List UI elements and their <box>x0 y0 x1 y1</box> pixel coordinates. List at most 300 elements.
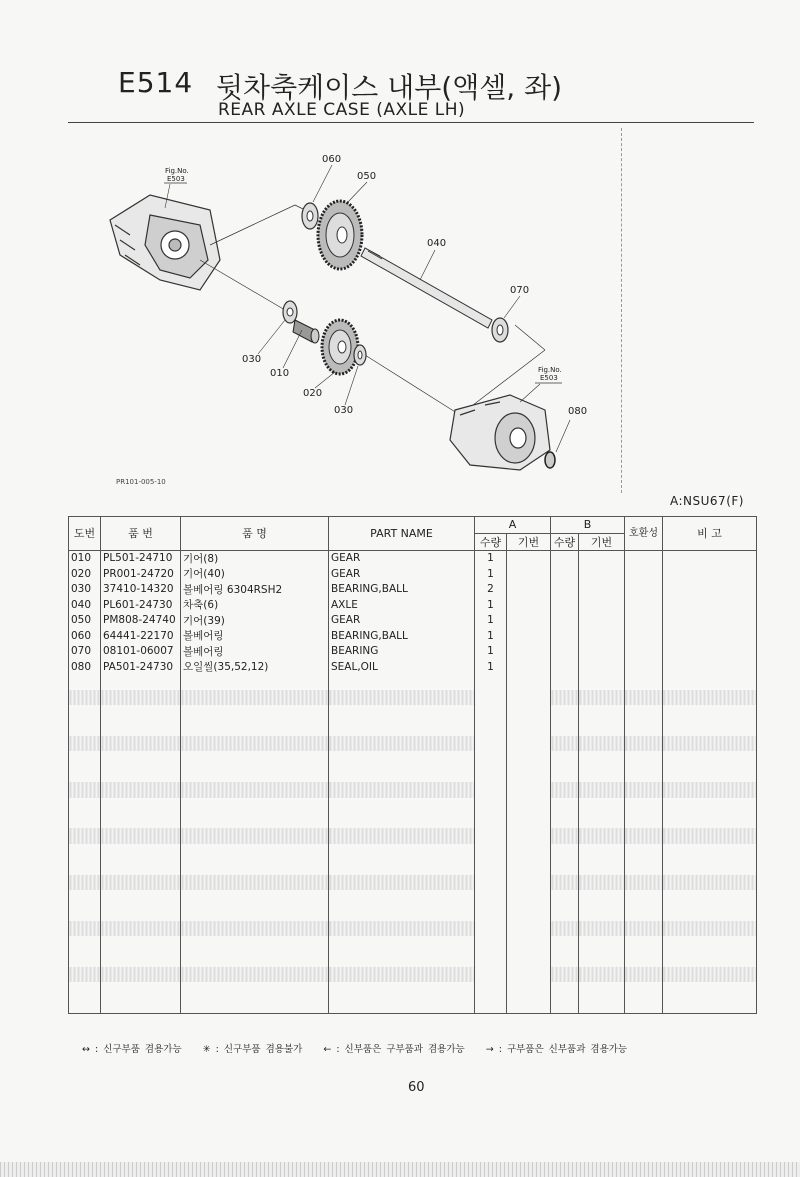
table-cell-empty <box>329 705 475 720</box>
table-cell-empty <box>69 905 101 920</box>
table-cell-base-a <box>507 613 551 629</box>
table-cell-empty <box>579 782 625 797</box>
table-cell-qty-a: 1 <box>475 550 507 566</box>
table-cell-qty-b <box>551 566 579 582</box>
table-cell-empty <box>69 952 101 967</box>
table-row-empty <box>69 767 757 782</box>
table-cell-name-ko: 볼베어링 <box>181 628 329 644</box>
table-cell-empty <box>329 675 475 690</box>
table-cell-empty <box>329 859 475 874</box>
table-cell-empty <box>663 967 757 982</box>
table-cell-empty <box>101 859 181 874</box>
table-cell-empty <box>507 875 551 890</box>
table-cell-part-name: BEARING <box>329 644 475 660</box>
table-cell-empty <box>101 936 181 951</box>
table-cell-empty <box>101 751 181 766</box>
table-cell-empty <box>101 767 181 782</box>
table-cell-empty <box>475 921 507 936</box>
callout-leaders <box>258 165 520 405</box>
col-header-part-name: PART NAME <box>329 517 475 551</box>
page-number: 60 <box>408 1080 425 1095</box>
table-cell-remark <box>663 644 757 660</box>
table-cell-empty <box>579 736 625 751</box>
table-cell-empty <box>663 721 757 736</box>
table-cell-empty <box>625 798 663 813</box>
table-cell-compat <box>625 644 663 660</box>
table-cell-empty <box>625 690 663 705</box>
table-cell-base-b <box>579 644 625 660</box>
table-row <box>69 613 757 629</box>
table-cell-compat <box>625 597 663 613</box>
table-row-empty <box>69 982 757 997</box>
table-cell-empty <box>475 859 507 874</box>
table-cell-empty <box>181 982 329 997</box>
table-cell-empty <box>181 967 329 982</box>
table-cell-empty <box>625 675 663 690</box>
table-cell-qty-a: 1 <box>475 644 507 660</box>
table-cell-empty <box>507 767 551 782</box>
table-cell-empty <box>329 952 475 967</box>
table-cell-empty <box>475 705 507 720</box>
table-cell-empty <box>101 905 181 920</box>
table-cell-empty <box>507 675 551 690</box>
table-cell-empty <box>101 952 181 967</box>
callout-030-b: 030 <box>334 405 354 416</box>
table-header-row-1 <box>69 517 757 534</box>
table-cell-empty <box>475 828 507 843</box>
table-cell-empty <box>551 705 579 720</box>
table-cell-empty <box>69 721 101 736</box>
table-cell-no: 030 <box>69 582 101 598</box>
table-cell-compat <box>625 550 663 566</box>
table-cell-empty <box>625 936 663 951</box>
table-cell-empty <box>475 844 507 859</box>
table-row <box>69 659 757 675</box>
callout-050: 050 <box>357 171 377 182</box>
table-cell-empty <box>551 952 579 967</box>
table-cell-empty <box>663 675 757 690</box>
table-cell-empty <box>475 798 507 813</box>
table-cell-empty <box>101 890 181 905</box>
table-cell-empty <box>69 967 101 982</box>
col-header-group-b: B <box>551 517 625 534</box>
table-cell-empty <box>551 767 579 782</box>
table-cell-empty <box>579 705 625 720</box>
table-row-empty <box>69 813 757 828</box>
table-cell-empty <box>475 905 507 920</box>
table-cell-qty-a: 2 <box>475 582 507 598</box>
table-cell-empty <box>181 844 329 859</box>
table-cell-base-b <box>579 597 625 613</box>
table-cell-empty <box>69 859 101 874</box>
table-cell-empty <box>625 921 663 936</box>
table-cell-empty <box>507 859 551 874</box>
table-row-empty <box>69 798 757 813</box>
table-cell-empty <box>69 705 101 720</box>
table-cell-empty <box>551 798 579 813</box>
table-cell-empty <box>101 813 181 828</box>
table-cell-empty <box>69 813 101 828</box>
table-cell-empty <box>475 890 507 905</box>
table-cell-qty-a: 1 <box>475 613 507 629</box>
table-cell-empty <box>551 751 579 766</box>
table-row-empty <box>69 736 757 751</box>
table-cell-empty <box>507 690 551 705</box>
table-cell-empty <box>507 844 551 859</box>
col-header-remark: 비 고 <box>663 517 757 551</box>
table-row <box>69 566 757 582</box>
table-cell-no: 050 <box>69 613 101 629</box>
table-cell-empty <box>579 813 625 828</box>
table-cell-empty <box>329 767 475 782</box>
table-cell-empty <box>507 952 551 967</box>
table-cell-empty <box>69 782 101 797</box>
table-cell-empty <box>579 721 625 736</box>
table-cell-empty <box>507 967 551 982</box>
gear-050 <box>318 201 362 269</box>
table-row-empty <box>69 844 757 859</box>
table-cell-part-no: 08101-06007 <box>101 644 181 660</box>
table-cell-empty <box>329 782 475 797</box>
table-cell-empty <box>579 905 625 920</box>
table-cell-empty <box>551 890 579 905</box>
table-cell-remark <box>663 659 757 675</box>
model-applicability: A:NSU67(F) <box>670 494 744 508</box>
left-axle-case <box>110 195 220 290</box>
table-row-empty <box>69 721 757 736</box>
table-cell-empty <box>625 982 663 997</box>
table-cell-part-name: AXLE <box>329 597 475 613</box>
table-cell-empty <box>329 998 475 1014</box>
table-cell-part-no: PA501-24730 <box>101 659 181 675</box>
gear-020 <box>322 320 358 374</box>
table-cell-empty <box>625 890 663 905</box>
table-cell-empty <box>101 875 181 890</box>
legend-item-incompatible: ✳ : 신구부품 겸용불가 <box>202 1044 303 1055</box>
table-cell-empty <box>625 767 663 782</box>
table-cell-compat <box>625 659 663 675</box>
right-axle-case <box>450 395 550 470</box>
table-row-empty <box>69 705 757 720</box>
table-cell-base-b <box>579 613 625 629</box>
exploded-parts-diagram <box>90 140 610 490</box>
table-cell-empty <box>663 751 757 766</box>
table-cell-empty <box>507 998 551 1014</box>
legend-item-new-to-old: ← : 신부품은 구부품과 겸용가능 <box>323 1044 465 1055</box>
table-cell-empty <box>625 721 663 736</box>
table-cell-empty <box>101 921 181 936</box>
table-cell-empty <box>625 952 663 967</box>
col-header-qty-a: 수량 <box>475 533 507 550</box>
col-header-compat: 호환성 <box>625 517 663 551</box>
table-cell-empty <box>663 875 757 890</box>
table-cell-empty <box>507 921 551 936</box>
table-cell-empty <box>69 875 101 890</box>
table-cell-empty <box>625 967 663 982</box>
table-cell-qty-a: 1 <box>475 597 507 613</box>
table-cell-remark <box>663 628 757 644</box>
table-cell-empty <box>329 813 475 828</box>
table-cell-empty <box>551 921 579 936</box>
table-cell-part-no: 37410-14320 <box>101 582 181 598</box>
table-cell-part-no: PM808-24740 <box>101 613 181 629</box>
table-cell-qty-b <box>551 628 579 644</box>
table-cell-empty <box>507 721 551 736</box>
table-cell-base-b <box>579 550 625 566</box>
col-header-base-a: 기번 <box>507 533 551 550</box>
table-cell-empty <box>69 736 101 751</box>
table-cell-empty <box>329 921 475 936</box>
table-cell-empty <box>579 844 625 859</box>
col-header-group-a: A <box>475 517 551 534</box>
page-code: E514 <box>118 66 194 99</box>
table-cell-empty <box>69 982 101 997</box>
table-cell-empty <box>663 767 757 782</box>
table-cell-compat <box>625 566 663 582</box>
table-cell-empty <box>625 844 663 859</box>
table-cell-empty <box>663 859 757 874</box>
table-cell-empty <box>579 875 625 890</box>
table-cell-empty <box>329 844 475 859</box>
table-cell-empty <box>625 813 663 828</box>
table-row <box>69 597 757 613</box>
fig-ref-label-1b: E503 <box>167 175 185 183</box>
table-cell-empty <box>69 936 101 951</box>
table-cell-part-name: BEARING,BALL <box>329 628 475 644</box>
parts-table <box>68 516 757 1014</box>
table-cell-empty <box>579 982 625 997</box>
table-cell-empty <box>551 967 579 982</box>
table-cell-empty <box>475 690 507 705</box>
table-cell-name-ko: 기어(8) <box>181 550 329 566</box>
table-cell-base-b <box>579 566 625 582</box>
table-cell-name-ko: 기어(39) <box>181 613 329 629</box>
table-cell-empty <box>181 905 329 920</box>
table-row <box>69 628 757 644</box>
table-cell-empty <box>625 705 663 720</box>
table-cell-name-ko: 차축(6) <box>181 597 329 613</box>
table-cell-base-b <box>579 659 625 675</box>
table-cell-empty <box>625 998 663 1014</box>
table-cell-empty <box>551 782 579 797</box>
table-cell-base-b <box>579 628 625 644</box>
table-cell-empty <box>475 936 507 951</box>
table-cell-empty <box>329 690 475 705</box>
table-cell-empty <box>475 813 507 828</box>
table-cell-base-a <box>507 628 551 644</box>
legend-item-old-to-new: → : 구부품은 신부품과 겸용가능 <box>485 1044 628 1055</box>
table-cell-remark <box>663 613 757 629</box>
table-cell-empty <box>551 844 579 859</box>
table-cell-part-name: GEAR <box>329 550 475 566</box>
table-cell-part-name: GEAR <box>329 613 475 629</box>
axle-040 <box>361 248 492 328</box>
table-cell-empty <box>551 690 579 705</box>
table-row-empty <box>69 936 757 951</box>
table-cell-empty <box>507 905 551 920</box>
table-cell-qty-b <box>551 550 579 566</box>
table-cell-empty <box>69 998 101 1014</box>
table-cell-qty-b <box>551 659 579 675</box>
table-cell-empty <box>475 736 507 751</box>
table-cell-empty <box>101 982 181 997</box>
table-cell-empty <box>181 828 329 843</box>
table-cell-empty <box>181 690 329 705</box>
table-cell-remark <box>663 550 757 566</box>
table-cell-empty <box>475 675 507 690</box>
table-cell-empty <box>329 875 475 890</box>
table-cell-empty <box>625 828 663 843</box>
table-cell-empty <box>69 675 101 690</box>
col-header-qty-b: 수량 <box>551 533 579 550</box>
table-cell-empty <box>101 798 181 813</box>
table-cell-empty <box>475 982 507 997</box>
table-cell-empty <box>69 798 101 813</box>
table-cell-empty <box>181 998 329 1014</box>
table-cell-base-a <box>507 550 551 566</box>
callout-080: 080 <box>568 406 588 417</box>
col-header-no: 도번 <box>69 517 101 551</box>
table-row-empty <box>69 921 757 936</box>
table-cell-empty <box>663 705 757 720</box>
table-cell-empty <box>329 828 475 843</box>
table-cell-name-ko: 볼베어링 6304RSH2 <box>181 582 329 598</box>
table-cell-base-a <box>507 582 551 598</box>
table-cell-empty <box>329 736 475 751</box>
table-cell-empty <box>329 751 475 766</box>
table-cell-empty <box>663 936 757 951</box>
table-row-empty <box>69 675 757 690</box>
table-row-empty <box>69 859 757 874</box>
table-cell-empty <box>579 967 625 982</box>
table-cell-empty <box>101 675 181 690</box>
table-cell-name-ko: 볼베어링 <box>181 644 329 660</box>
table-cell-remark <box>663 597 757 613</box>
table-cell-empty <box>507 890 551 905</box>
table-cell-empty <box>663 952 757 967</box>
table-row-empty <box>69 998 757 1014</box>
table-cell-qty-a: 1 <box>475 628 507 644</box>
col-header-base-b: 기번 <box>579 533 625 550</box>
table-cell-empty <box>663 690 757 705</box>
table-cell-empty <box>181 751 329 766</box>
table-cell-empty <box>663 828 757 843</box>
table-cell-empty <box>579 767 625 782</box>
table-cell-empty <box>101 705 181 720</box>
table-cell-remark <box>663 566 757 582</box>
table-cell-empty <box>507 982 551 997</box>
table-cell-empty <box>329 721 475 736</box>
table-cell-part-no: PR001-24720 <box>101 566 181 582</box>
table-cell-empty <box>663 782 757 797</box>
table-cell-empty <box>101 967 181 982</box>
table-row-empty <box>69 952 757 967</box>
table-cell-empty <box>475 875 507 890</box>
table-cell-part-name: BEARING,BALL <box>329 582 475 598</box>
table-cell-empty <box>551 675 579 690</box>
table-cell-empty <box>663 844 757 859</box>
table-cell-empty <box>663 998 757 1014</box>
table-cell-empty <box>625 736 663 751</box>
table-cell-empty <box>551 813 579 828</box>
header-rule <box>68 122 754 123</box>
fig-ref-label-2: Fig.No. <box>538 366 562 374</box>
table-cell-empty <box>579 921 625 936</box>
table-cell-empty <box>101 721 181 736</box>
table-cell-empty <box>551 736 579 751</box>
table-cell-empty <box>663 905 757 920</box>
table-cell-empty <box>329 798 475 813</box>
table-row-empty <box>69 905 757 920</box>
parts-table-body <box>69 550 757 1014</box>
table-cell-empty <box>507 782 551 797</box>
table-cell-empty <box>181 736 329 751</box>
table-row-empty <box>69 782 757 797</box>
callout-060: 060 <box>322 154 342 165</box>
scan-edge <box>0 1162 800 1177</box>
table-cell-base-b <box>579 582 625 598</box>
table-cell-empty <box>625 782 663 797</box>
table-cell-empty <box>579 751 625 766</box>
callout-010: 010 <box>270 368 290 379</box>
table-cell-empty <box>579 936 625 951</box>
table-row <box>69 582 757 598</box>
table-cell-empty <box>475 751 507 766</box>
table-cell-empty <box>181 767 329 782</box>
table-cell-empty <box>663 813 757 828</box>
table-cell-empty <box>551 859 579 874</box>
table-cell-empty <box>551 721 579 736</box>
table-cell-empty <box>507 813 551 828</box>
table-cell-empty <box>181 859 329 874</box>
table-cell-empty <box>663 921 757 936</box>
table-cell-empty <box>69 890 101 905</box>
table-cell-empty <box>69 690 101 705</box>
table-cell-empty <box>551 998 579 1014</box>
table-cell-empty <box>181 782 329 797</box>
table-cell-empty <box>579 952 625 967</box>
table-cell-empty <box>507 705 551 720</box>
table-cell-empty <box>181 875 329 890</box>
table-cell-qty-b <box>551 613 579 629</box>
callout-070: 070 <box>510 285 530 296</box>
table-cell-empty <box>507 798 551 813</box>
table-cell-empty <box>69 767 101 782</box>
col-header-name-ko: 품 명 <box>181 517 329 551</box>
table-cell-qty-a: 1 <box>475 659 507 675</box>
table-cell-empty <box>551 905 579 920</box>
table-row-empty <box>69 875 757 890</box>
table-cell-empty <box>625 751 663 766</box>
table-row-empty <box>69 828 757 843</box>
table-cell-empty <box>507 936 551 951</box>
fig-ref-label-2b: E503 <box>540 374 558 382</box>
col-header-part-no: 품 번 <box>101 517 181 551</box>
table-row-empty <box>69 690 757 705</box>
table-cell-empty <box>181 890 329 905</box>
fig-ref-label-1: Fig.No. <box>165 167 189 175</box>
table-cell-empty <box>181 936 329 951</box>
table-cell-empty <box>101 782 181 797</box>
table-cell-empty <box>181 813 329 828</box>
table-cell-no: 080 <box>69 659 101 675</box>
table-cell-no: 070 <box>69 644 101 660</box>
table-cell-empty <box>579 690 625 705</box>
table-cell-empty <box>101 828 181 843</box>
table-cell-no: 010 <box>69 550 101 566</box>
callout-040: 040 <box>427 238 447 249</box>
table-cell-base-a <box>507 597 551 613</box>
